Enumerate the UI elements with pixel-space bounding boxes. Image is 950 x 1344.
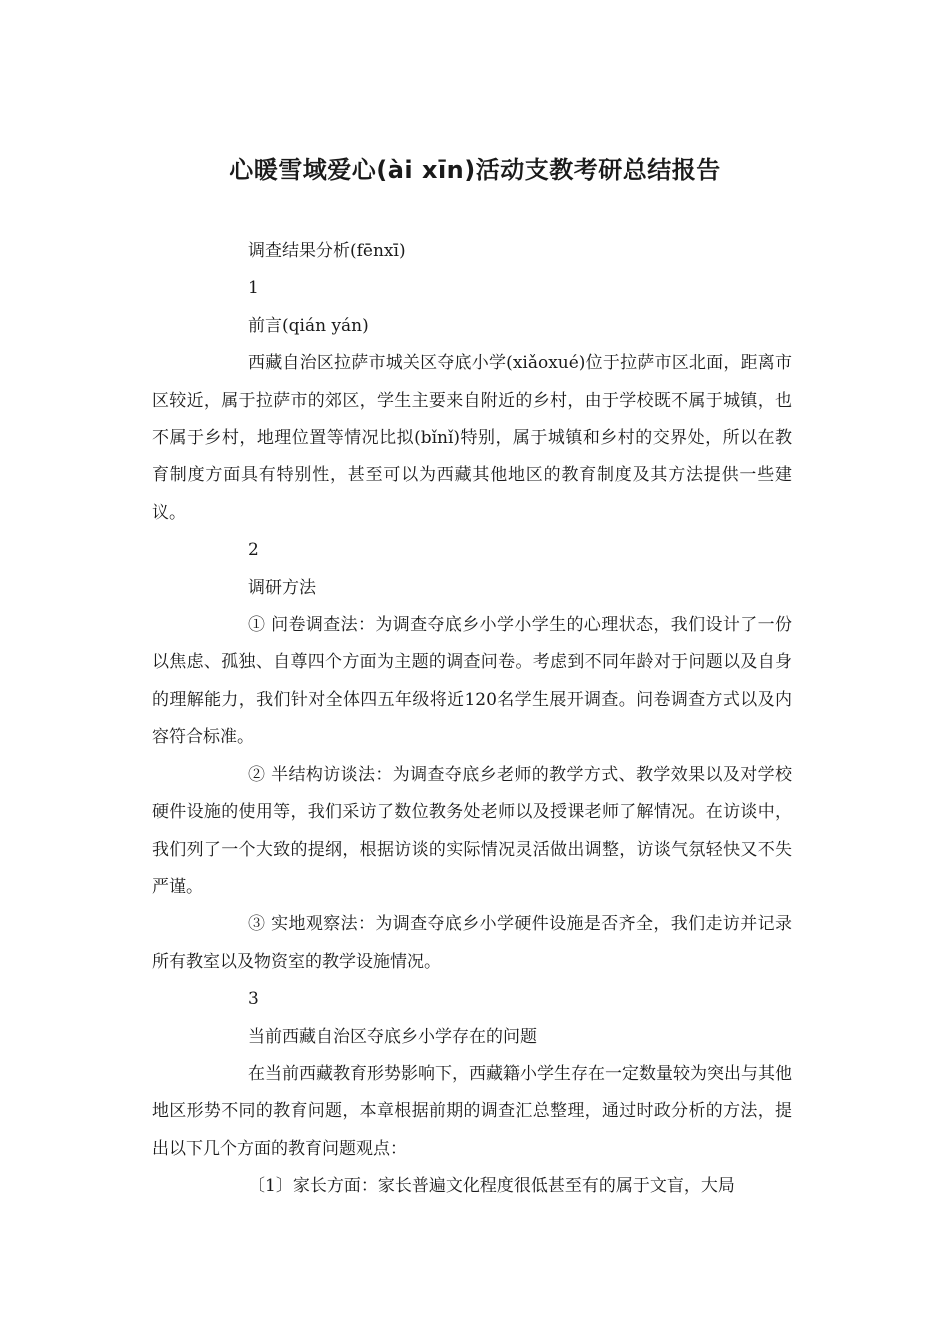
paragraph-method-interview: ② 半结构访谈法：为调查夺底乡老师的教学方式、教学效果以及对学校硬件设施的使用等，我们采访了数位教务处老师以及授课老师了解情况。在访谈中，我们列了一个大致的提纲，根据访谈的实际情况灵活做出调整，访谈气氛轻快又不失严谨。	[152, 764, 792, 897]
paragraph-method-observation: ③ 实地观察法：为调查夺底乡小学硬件设施是否齐全，我们走访并记录所有教室以及物资室的教学设施情况。	[152, 914, 792, 972]
section-heading-methods: 调研方法	[248, 577, 316, 598]
section-number: 3	[248, 989, 259, 1010]
section-heading-problems: 当前西藏自治区夺底乡小学存在的问题	[248, 1026, 537, 1047]
paragraph-problem-parents: 〔1〕家长方面：家长普遍文化程度很低甚至有的属于文盲，大局	[248, 1176, 735, 1197]
document-body	[152, 233, 792, 1206]
section-number: 2	[248, 540, 259, 561]
document-title: 心暖雪域爱心(ài xīn)活动支教考研总结报告	[229, 156, 721, 184]
paragraph-method-questionnaire: ① 问卷调查法：为调查夺底乡小学小学生的心理状态，我们设计了一份以焦虑、孤独、自尊四个方面为主题的调查问卷。考虑到不同年龄对于问题以及自身的理解能力，我们针对全体四五年级将近120名学生展开调查。问卷调查方式以及内容符合标准。	[152, 615, 792, 748]
section-number: 1	[248, 278, 259, 299]
paragraph-problems-intro: 在当前西藏教育形势影响下，西藏籍小学生存在一定数量较为突出与其他地区形势不同的教育问题，本章根据前期的调查汇总整理，通过时政分析的方法，提出以下几个方面的教育问题观点：	[152, 1063, 792, 1159]
paragraph-preface: 西藏自治区拉萨市城关区夺底小学(xiǎoxué)位于拉萨市区北面，距离市区较近，属于拉萨市的郊区，学生主要来自附近的乡村，由于学校既不属于城镇，也不属于乡村，地理位置等情况比拟(bǐnǐ)特别，属于城镇和乡村的交界处，所以在教育制度方面具有特别性，甚至可以为西藏其他地区的教育制度及其方法提供一些建议。	[152, 353, 792, 523]
section-heading-preface: 前言(qián yán)	[248, 315, 369, 336]
section-heading-analysis: 调查结果分析(fēnxī)	[248, 241, 406, 261]
